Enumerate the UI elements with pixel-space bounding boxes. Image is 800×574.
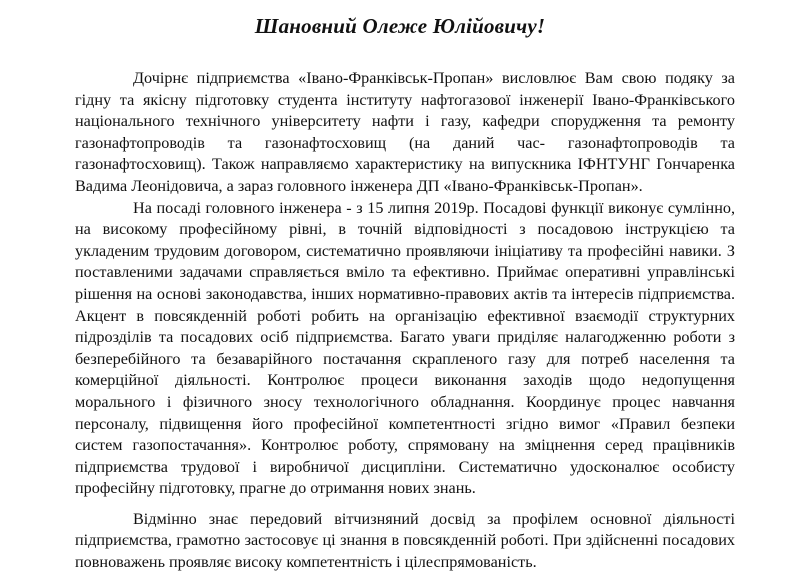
text-line: підприємства, грамотно застосовує ці знання в повсякденній роботі. При здійсненні посадових [75,531,735,550]
text-line: національного технічного університету нафти і газу, кафедри спорудження та ремонту [75,112,735,131]
text-line: рішення на основі законодавства, інших нормативно-правових актів та інтересів підприємства. [75,284,735,303]
text-line: підрозділів та посадових осіб підприємства. Багато уваги приділяє налагодженню роботи з [75,328,735,347]
text-line: підприємства трудової і виробничої дисципліни. Систематично удосконалює особисту [75,457,735,476]
text-line: газонафтосховищ). Також направляємо характеристику на випускника ІФНТУНГ Гончаренка [75,155,735,174]
text-line: Акцент в повсякденній роботі робить на організацію ефективної взаємодії структурних [75,306,735,325]
text-line: персоналу, підвищення його професійної компетентності згідно вимог «Правил безпеки [75,414,735,433]
paragraph-3 [75,509,735,574]
text-line: систем газопостачання». Контролює роботу, спрямовану на зміцнення серед працівників [75,436,735,455]
text-line: На посаді головного інженера - з 15 липня 2019р. Посадові функції виконує сумлінно, [133,198,735,217]
text-line: морального і фізичного зносу технологічного обладнання. Координує процес навчання [75,392,735,411]
text-line: газонафтопроводів та газонафтосховищ (на даний час- газонафтопроводів та [75,133,735,152]
text-line: безперебійного та безаварійного постачання скрапленого газу для потреб населення та [75,349,735,368]
text-line: на високому професійному рівні, в точній відповідності з посадовою інструкцією та [75,220,735,239]
text-line: поставленими задачами справляється вміло та ефективно. Приймає оперативні управлінські [75,263,735,282]
paragraph-gap [75,500,735,509]
letter-body [75,68,735,574]
text-line: гідну та якісну підготовку студента інституту нафтогазової інженерії Івано-Франківського [75,90,735,109]
paragraph-1 [75,68,735,198]
text-line: професійну підготовку, прагне до отримання нових знань. [75,479,476,498]
paragraph-2 [75,198,735,500]
text-line: комерційної діяльності. Контролює процеси виконання заходів щодо недопущення [75,371,735,390]
text-line: укладеним трудовим договором, систематично проявляючи ініціативу та професійні навики. З [75,241,735,260]
text-line: Вадима Леонідовича, а зараз головного інженера ДП «Івано-Франківськ-Пропан». [75,176,643,195]
text-line: Відмінно знає передовий вітчизняний досвід за профілем основної діяльності [133,509,735,528]
salutation-heading: Шановний Олеже Юлійовичу! [254,14,546,38]
text-line: повноважень проявляє високу компетентність і цілеспрямованість. [75,553,537,572]
text-line: Дочірнє підприємства «Івано-Франківськ-Пропан» висловлює Вам свою подяку за [133,69,735,87]
